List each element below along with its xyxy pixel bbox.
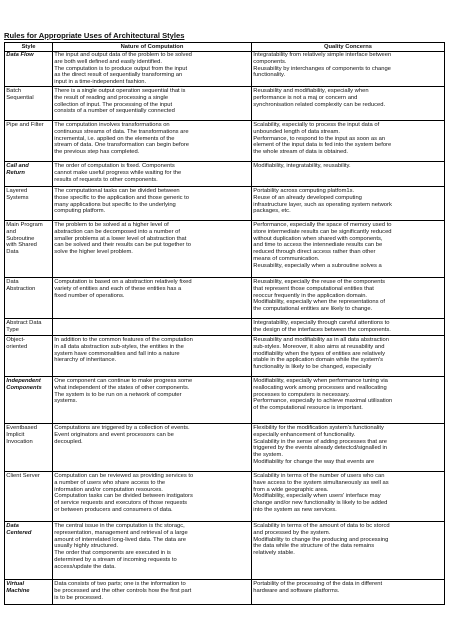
quality-cell bbox=[252, 336, 445, 377]
quality-text-line: Reusability by interchanges of components to change bbox=[253, 65, 391, 72]
nature-text-line: The computational tasks can be divided between bbox=[54, 187, 180, 194]
nature-text-line: The order that components are executed in is bbox=[54, 550, 171, 557]
quality-text-line: Reuse of an already developed computing bbox=[253, 194, 362, 201]
quality-text-line: triggered by the events already detectcd/signalled in bbox=[253, 445, 388, 452]
quality-text-line: the whole stream of data is obtained. bbox=[253, 149, 349, 156]
quality-text-line: reallocating work among processes and reallocating bbox=[253, 384, 387, 391]
quality-text-line: stable in the application domain while the system's bbox=[253, 357, 383, 364]
quality-text-line: functionality is likely to be changed, especially bbox=[253, 364, 372, 371]
nature-text-line: Computation tasks can be divided between instigators bbox=[54, 493, 193, 500]
quality-text-line: the system. bbox=[253, 452, 283, 459]
nature-cell bbox=[53, 87, 252, 121]
nature-cell bbox=[53, 424, 252, 472]
nature-cell bbox=[53, 336, 252, 377]
nature-text-line: determined by a stream of incoming requests to bbox=[54, 557, 177, 564]
style-cell bbox=[5, 580, 53, 605]
style-text-line: Return bbox=[6, 169, 25, 176]
quality-text-line: Portability across computing platfom1s. bbox=[253, 187, 355, 194]
quality-text-line: packages, etc. bbox=[253, 208, 291, 215]
style-text-line: Abstract Data bbox=[6, 319, 42, 326]
nature-text-line: The order of computation is fixed. Components bbox=[54, 162, 175, 169]
nature-text-line: information and/or computation resources. bbox=[54, 486, 163, 493]
quality-cell bbox=[252, 221, 445, 278]
quality-text-line: Reusability and modifiability, especially when bbox=[253, 87, 369, 94]
style-cell bbox=[5, 522, 53, 580]
table-row bbox=[5, 319, 445, 336]
quality-text-line: without duplication when shared with components, bbox=[253, 235, 383, 242]
style-text-line: Pipe and Filter bbox=[6, 121, 44, 128]
quality-cell bbox=[252, 278, 445, 319]
quality-text-line: Performance, to respond to the input as soon as an bbox=[253, 135, 386, 142]
quality-text-line: Reusability, especially when a subroutine solves a bbox=[253, 262, 382, 269]
style-text-line: Data bbox=[6, 278, 19, 285]
quality-text-line: store intermediate results can be significantly reduced bbox=[253, 228, 392, 235]
table-row bbox=[5, 377, 445, 424]
quality-text-line: infrastructure layer, such as operating system network bbox=[253, 201, 392, 208]
nature-text-line: usually highly structured. bbox=[54, 543, 119, 550]
nature-text-line: computing platform. bbox=[54, 208, 106, 215]
style-cell bbox=[5, 278, 53, 319]
style-text-line: Invocation bbox=[6, 438, 33, 445]
quality-cell bbox=[252, 121, 445, 162]
style-text-line: Eventbased bbox=[6, 424, 37, 431]
nature-text-line: consists of a number of sequentially connected bbox=[54, 108, 175, 115]
nature-text-line: collection of input. The processing of the input bbox=[54, 101, 173, 108]
style-text-line: Centered bbox=[6, 529, 32, 536]
nature-text-line: The computation involves transformations on bbox=[54, 121, 170, 128]
nature-text-line: systems. bbox=[54, 398, 78, 405]
nature-cell bbox=[53, 377, 252, 424]
quality-text-line: element of the input data is fed into the system before bbox=[253, 142, 392, 149]
nature-text-line: is to be processed. bbox=[54, 594, 103, 601]
quality-text-line: of the computational resource is important. bbox=[253, 405, 363, 412]
quality-cell bbox=[252, 187, 445, 221]
nature-text-line: input in a time-independent fashion. bbox=[54, 79, 147, 86]
nature-text-line: those specific to the application and those generic to bbox=[54, 194, 190, 201]
nature-text-line: Computations are triggered by a collection of events. bbox=[54, 424, 190, 431]
quality-text-line: performance is not a maj or concern and bbox=[253, 94, 358, 101]
nature-text-line: of service requests and executors of those requests bbox=[54, 500, 188, 507]
quality-cell bbox=[252, 472, 445, 522]
quality-text-line: reduced through direct access rather than other bbox=[253, 249, 376, 256]
style-text-line: Call and bbox=[6, 162, 29, 169]
style-text-line: Systems bbox=[6, 194, 29, 201]
quality-text-line: unbounded length of data stream. bbox=[253, 128, 340, 135]
style-cell bbox=[5, 221, 53, 278]
nature-text-line: decoupled. bbox=[54, 438, 83, 445]
nature-text-line: as the direct result of sequentially transforming an bbox=[54, 72, 183, 79]
quality-text-line: synchronisation related complexity can be reduced. bbox=[253, 101, 386, 108]
table-row bbox=[5, 472, 445, 522]
quality-text-line: that represent those computational entities that bbox=[253, 285, 374, 292]
quality-cell bbox=[252, 377, 445, 424]
quality-text-line: Scalability in the sense of adding processes that are bbox=[253, 438, 388, 445]
table-row bbox=[5, 221, 445, 278]
style-cell bbox=[5, 319, 53, 336]
quality-text-line: sub-styles. Moreover, it also aims at reusability and bbox=[253, 343, 385, 350]
style-text-line: with Shared bbox=[6, 242, 37, 249]
nature-cell bbox=[53, 522, 252, 580]
nature-text-line: the result of reading and processing a single bbox=[54, 94, 169, 101]
nature-text-line: Event originators and event processors can be bbox=[54, 431, 174, 438]
nature-text-line: fixed number of operations. bbox=[54, 292, 125, 299]
style-text-line: Abstraction bbox=[6, 285, 36, 292]
nature-text-line: smaller problems at a lower level of abstraction that bbox=[54, 235, 187, 242]
table-row bbox=[5, 162, 445, 187]
style-cell bbox=[5, 51, 53, 87]
quality-text-line: processes to computers is necessary. bbox=[253, 391, 350, 398]
style-cell bbox=[5, 424, 53, 472]
nature-text-line: the previous step has completed. bbox=[54, 149, 140, 156]
quality-text-line: Modifiability, especially when users' interface may bbox=[253, 493, 381, 500]
rules-table bbox=[4, 42, 445, 605]
nature-text-line: solve the higher level problem. bbox=[54, 249, 133, 256]
quality-cell bbox=[252, 87, 445, 121]
column-header-quality: Quality Concerns bbox=[252, 43, 445, 52]
quality-text-line: change and/or new functionality is likely to be added bbox=[253, 500, 388, 507]
quality-text-line: from a wide geographic area. bbox=[253, 486, 329, 493]
nature-cell bbox=[53, 472, 252, 522]
column-header-style: Style bbox=[5, 43, 53, 52]
nature-text-line: results of requests to other components. bbox=[54, 176, 158, 183]
quality-text-line: Scalability in terms of the amount of data to bc storcd bbox=[253, 522, 390, 529]
nature-text-line: cannot make useful progress while waiting for the bbox=[54, 169, 182, 176]
nature-text-line: Computation is based on a abstraction relatively fixed bbox=[54, 278, 192, 285]
table-row bbox=[5, 87, 445, 121]
quality-text-line: Integratability from relatively simple interface between bbox=[253, 51, 392, 58]
quality-text-line: into the system as new services. bbox=[253, 507, 337, 514]
quality-text-line: functionality. bbox=[253, 72, 286, 79]
style-cell bbox=[5, 187, 53, 221]
quality-cell bbox=[252, 51, 445, 87]
table-row bbox=[5, 522, 445, 580]
nature-cell bbox=[53, 278, 252, 319]
style-text-line: Batch bbox=[6, 87, 22, 94]
nature-cell bbox=[53, 187, 252, 221]
nature-text-line: in all data abstraction sub-styles, the entities in the bbox=[54, 343, 184, 350]
nature-text-line: incremental, i.e. applied on the elements of the bbox=[54, 135, 175, 142]
quality-text-line: Scalability, especially to process the input data of bbox=[253, 121, 380, 128]
quality-text-line: components. bbox=[253, 58, 287, 65]
nature-text-line: representation, management and retrieval of a large bbox=[54, 529, 188, 536]
quality-cell bbox=[252, 319, 445, 336]
nature-text-line: system have commonalities and fall into a nature bbox=[54, 350, 180, 357]
nature-cell bbox=[53, 580, 252, 605]
nature-text-line: stream of data. One transformation can begin before bbox=[54, 142, 189, 149]
style-text-line: Object- bbox=[6, 336, 25, 343]
quality-text-line: Flexibility for the modification system's functionality bbox=[253, 424, 384, 431]
nature-text-line: access/update the data. bbox=[54, 563, 116, 570]
nature-text-line: The computation is to produce output from the input bbox=[54, 65, 188, 72]
style-text-line: Virtual bbox=[6, 580, 25, 587]
nature-text-line: continuous streams of data. The transformations are bbox=[54, 128, 189, 135]
style-text-line: and bbox=[6, 228, 16, 235]
table-row bbox=[5, 278, 445, 319]
style-cell bbox=[5, 377, 53, 424]
style-text-line: Machine bbox=[6, 587, 30, 594]
style-cell bbox=[5, 162, 53, 187]
style-text-line: Independent bbox=[6, 377, 41, 384]
nature-text-line: or between producers and consumers of data. bbox=[54, 507, 173, 514]
style-cell bbox=[5, 121, 53, 162]
style-text-line: Layered bbox=[6, 187, 28, 194]
quality-text-line: reoccur frequently in the application domain. bbox=[253, 292, 368, 299]
style-text-line: Components bbox=[6, 384, 42, 391]
quality-text-line: Modifiability, especially when the representations of bbox=[253, 299, 385, 306]
page-title: Rules for Appropriate Uses of Architectural Styles bbox=[4, 31, 185, 40]
quality-text-line: relatively stable. bbox=[253, 550, 295, 557]
table-header-row bbox=[5, 43, 445, 52]
style-cell bbox=[5, 336, 53, 377]
quality-text-line: Performance, especially to achieve maximal utilisation bbox=[253, 398, 393, 405]
quality-text-line: have access to the system simultaneously as well as bbox=[253, 479, 389, 486]
nature-text-line: Data consists of two parts; one is the information to bbox=[54, 580, 186, 587]
table-row bbox=[5, 336, 445, 377]
nature-text-line: The system is to be run on a network of computer bbox=[54, 391, 182, 398]
table-row bbox=[5, 51, 445, 87]
quality-text-line: hardware and software platforms. bbox=[253, 587, 340, 594]
table-row bbox=[5, 121, 445, 162]
quality-text-line: Portability of the processing of the data in different bbox=[253, 580, 383, 587]
nature-text-line: In addition to the common features of the computation bbox=[54, 336, 193, 343]
quality-text-line: Reusability and modifiability as in all data abstraction bbox=[253, 336, 389, 343]
nature-cell bbox=[53, 51, 252, 87]
nature-text-line: There is a single output operation sequential that is bbox=[54, 87, 186, 94]
quality-cell bbox=[252, 162, 445, 187]
style-text-line: Data Flow bbox=[6, 51, 34, 58]
style-text-line: Subroutine bbox=[6, 235, 35, 242]
nature-text-line: The problem to be solved at a higher level of bbox=[54, 221, 169, 228]
nature-text-line: are both well defined and easily identified. bbox=[54, 58, 162, 65]
quality-cell bbox=[252, 522, 445, 580]
nature-text-line: can be solved and their results can be put together to bbox=[54, 242, 191, 249]
table-row bbox=[5, 580, 445, 605]
nature-text-line: Computation can be reviewed as providing services to bbox=[54, 472, 194, 479]
nature-text-line: variety of entities and each of these entities has a bbox=[54, 285, 182, 292]
quality-text-line: Modifiability to change the producing and processing bbox=[253, 536, 389, 543]
nature-cell bbox=[53, 221, 252, 278]
style-text-line: Main Program bbox=[6, 221, 43, 228]
quality-text-line: Performance, especially the space of memory used to bbox=[253, 221, 392, 228]
nature-cell bbox=[53, 162, 252, 187]
style-text-line: Sequential bbox=[6, 94, 34, 101]
style-text-line: Implicit bbox=[6, 431, 25, 438]
nature-text-line: hierarchy of inheritance. bbox=[54, 357, 117, 364]
column-header-nature: Nature of Computation bbox=[53, 43, 252, 52]
quality-text-line: Reusability, especially the reuse of the components bbox=[253, 278, 385, 285]
quality-cell bbox=[252, 424, 445, 472]
nature-text-line: what independent of the states of other components. bbox=[54, 384, 190, 391]
nature-cell bbox=[53, 319, 252, 336]
style-text-line: oriented bbox=[6, 343, 28, 350]
style-cell bbox=[5, 87, 53, 121]
table-row bbox=[5, 424, 445, 472]
quality-text-line: Modifiability, especially when performance tuning via bbox=[253, 377, 388, 384]
style-cell bbox=[5, 472, 53, 522]
nature-text-line: The input and output data of the problem to be solved bbox=[54, 51, 192, 58]
quality-cell bbox=[252, 580, 445, 605]
nature-text-line: abstraction can be decomposed into a number of bbox=[54, 228, 180, 235]
nature-text-line: One component can continue to make progress some bbox=[54, 377, 193, 384]
table-row bbox=[5, 187, 445, 221]
style-text-line: Data bbox=[6, 249, 19, 256]
quality-text-line: means of communication. bbox=[253, 256, 320, 263]
nature-text-line: amount of interrelated long-lived data. The data are bbox=[54, 536, 186, 543]
nature-text-line: many applications but specific to the underlying bbox=[54, 201, 176, 208]
style-text-line: Client Server bbox=[6, 472, 40, 479]
quality-text-line: Scalability in terms of the number of users who can bbox=[253, 472, 385, 479]
nature-cell bbox=[53, 121, 252, 162]
quality-text-line: Modifiability for change the way that events are bbox=[253, 459, 375, 466]
quality-text-line: Integratability, especially through careful attentions to bbox=[253, 319, 390, 326]
nature-text-line: The central issue in the computation is thc storagc, bbox=[54, 522, 185, 529]
quality-text-line: and processed by the system. bbox=[253, 529, 331, 536]
quality-text-line: the design of the interfaces between the components. bbox=[253, 326, 391, 333]
style-text-line: Type bbox=[6, 326, 19, 333]
style-text-line: Data bbox=[6, 522, 19, 529]
nature-text-line: be processed and the other controls how the first part bbox=[54, 587, 192, 594]
quality-text-line: especially enhancement of functionality. bbox=[253, 431, 356, 438]
quality-text-line: modifiability when the types of entities are relatively bbox=[253, 350, 386, 357]
quality-text-line: the computational entities are likely to change. bbox=[253, 306, 373, 313]
quality-text-line: the data while the structure of the data remains bbox=[253, 543, 375, 550]
quality-text-line: Modifiability, integratability, reusability. bbox=[253, 162, 351, 169]
nature-text-line: a number of users who share access to the bbox=[54, 479, 166, 486]
quality-text-line: and time to access the intennediate results can be bbox=[253, 242, 383, 249]
